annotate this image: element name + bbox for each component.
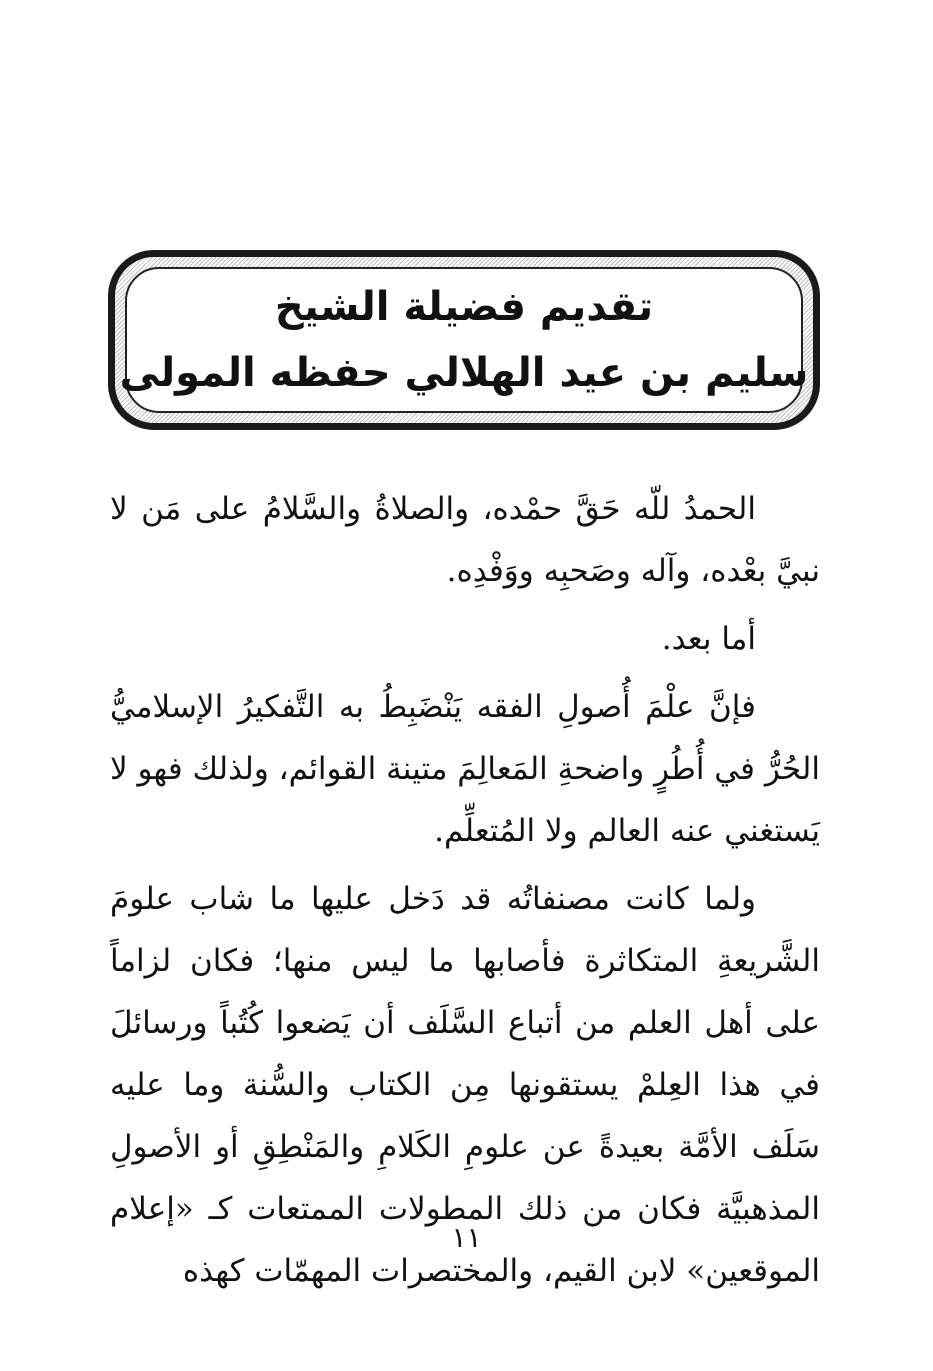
body-text <box>110 478 820 1308</box>
paragraph-works: ولما كانت مصنفاتُه قد دَخل عليها ما شاب علومَ الشَّريعةِ المتكاثرة فأصابها ما ليس منها؛ فكان لزاماً على أهل العلم من أتباع السَّلَف أن يَضعوا كُتُباً ورسائلَ في هذا العِلمْ يستقونها مِن الكتاب والسُّنة وما عليه سَلَف الأمَّة بعيدةً عن علومِ الكَلامِ والمَنْطِقِ أو الأصولِ المذهبيَّة فكان من ذلك المطولات الممتعات كـ «إعلام الموقعين» لابن القيم، والمختصرات المهمّات كهذه <box>110 881 820 1289</box>
paragraph-usul-fiqh: فإنَّ علْمَ أُصولِ الفقه يَنْضَبِطُ به التَّفكيرُ الإسلاميُّ الحُرُّ في أُطُرٍ واضحةِ المَعالِمَ متينة القوائم، ولذلك فهو لا يَستغني عنه العالم ولا المُتعلِّم. <box>110 689 820 849</box>
title-line-1: تقديم فضيلة الشيخ <box>274 284 654 330</box>
title-frame <box>108 250 820 430</box>
title-line-2: سليم بن عيد الهلالي حفظه المولى <box>119 350 809 396</box>
paragraph-praise: الحمدُ للّه حَقَّ حمْده، والصلاةُ والسَّلامُ على مَن لا نبيَّ بعْده، وآله وصَحبِه ووَفْدِه. <box>110 491 820 589</box>
page-number: ١١ <box>451 1221 482 1254</box>
title-box <box>119 267 809 413</box>
paragraph-amma-baad: أما بعد. <box>661 621 756 657</box>
